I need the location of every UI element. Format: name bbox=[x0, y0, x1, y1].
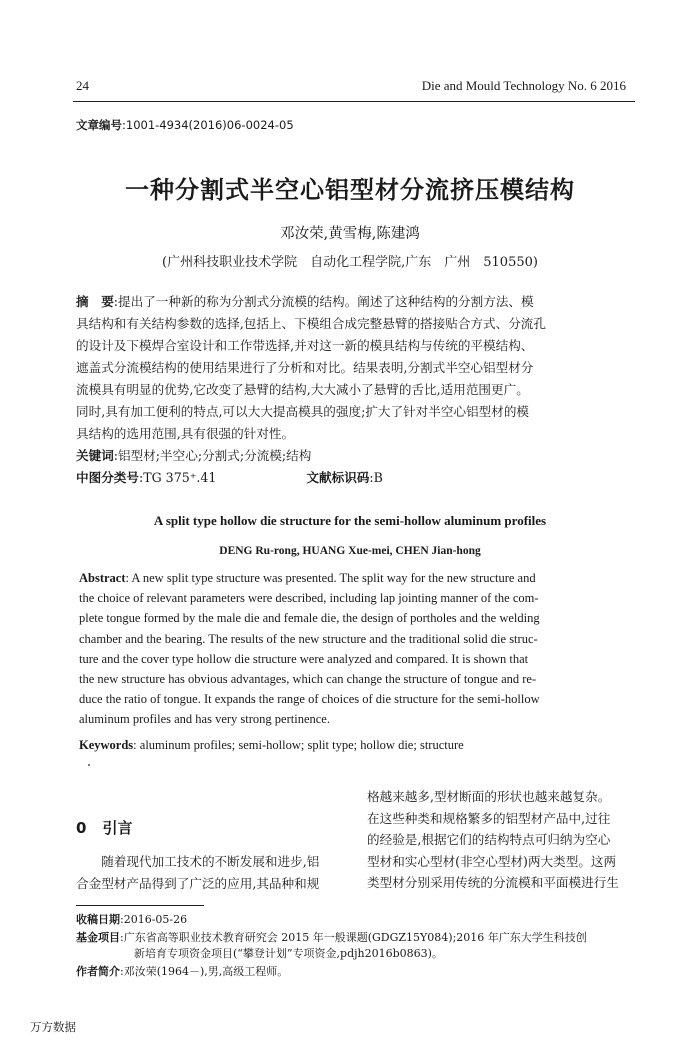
abstract-en-label: Abstract bbox=[79, 571, 126, 585]
fund-project: 基金项目:广东省高等职业技术教育研究会 2015 年一般课题(GDGZ15Y084);2016 年广东大学生科技创 bbox=[76, 931, 587, 944]
body-line: 类型材分别采用传统的分流模和平面模进行生 bbox=[367, 875, 619, 890]
abstract-cn-label: 摘 要 bbox=[76, 294, 114, 309]
body-left-column bbox=[76, 851, 348, 894]
abstract-cn-line: 具结构的选用范围,具有很强的针对性。 bbox=[76, 426, 295, 441]
author-bio: 作者简介:邓汝荣(1964－),男,高级工程师。 bbox=[76, 965, 289, 978]
title-en: A split type hollow die structure for the semi-hollow aluminum profiles bbox=[153, 513, 547, 528]
title-cn: 一种分割式半空心铝型材分流挤压模结构 bbox=[125, 176, 575, 204]
clc-label: 中图分类号 bbox=[76, 470, 139, 485]
abstract-cn-line: 具结构和有关结构参数的选择,包括上、下模组合成完整悬臂的搭接贴合方式、分流孔 bbox=[76, 316, 546, 331]
journal-header: Die and Mould Technology No. 6 2016 bbox=[421, 78, 626, 93]
keywords-cn: 关键词:铝型材;半空心;分割式;分流模;结构 bbox=[76, 448, 312, 463]
abstract-cn-line: 流模具有明显的优势,它改变了悬臂的结构,大大减小了悬臂的舌比,适用范围更广。 bbox=[76, 382, 529, 397]
fund-project-cont: 新培育专项资金项目(“攀登计划”专项资金,pdjh2016b0863)。 bbox=[134, 947, 443, 960]
section-heading: 0 引言 bbox=[76, 819, 133, 837]
watermark: 万方数据 bbox=[30, 1020, 76, 1034]
abstract-cn bbox=[76, 291, 628, 489]
body-line: 格越来越多,型材断面的形状也越来越复杂。 bbox=[367, 789, 611, 804]
abstract-cn-line: 的设计及下模焊合室设计和工作带选择,并对这一新的模具结构与传统的平模结构、 bbox=[76, 338, 534, 353]
doc-code-value: :B bbox=[369, 470, 383, 485]
abstract-cn-line: 遮盖式分流模结构的使用结果进行了分析和对比。结果表明,分割式半空心铝型材分 bbox=[76, 360, 534, 375]
body-line: 型材和实心型材(非空心型材)两大类型。这两 bbox=[367, 853, 617, 869]
received-date: 收稿日期:2016-05-26 bbox=[76, 913, 188, 926]
page-number: 24 bbox=[76, 78, 89, 93]
footnote-rule bbox=[76, 905, 204, 906]
abstract-cn-line: 同时,具有加工便利的特点,可以大大提高模具的强度;扩大了针对半空心铝型材的模 bbox=[76, 404, 530, 419]
body-line: 合金型材产品得到了广泛的应用,其品种和规 bbox=[76, 875, 320, 891]
authors-cn: 邓汝荣,黄雪梅,陈建鸿 bbox=[280, 226, 420, 242]
body-right-column bbox=[367, 786, 639, 894]
body-line: 随着现代加工技术的不断发展和进步,铝 bbox=[76, 854, 320, 869]
header-rule bbox=[73, 101, 635, 102]
doc-code-label: 文献标识码 bbox=[306, 470, 370, 485]
affiliation-cn: (广州科技职业技术学院 自动化工程学院,广东 广州 510550) bbox=[162, 255, 538, 270]
abstract-en: Abstract: A new split type structure was presented. The split way for the new structure and the choice of relevant parameters were described, including lap jointing manner of the com- plete tongue formed by the male die and female die, the design of portholes and the welding chamber and the bearing. The results of the new structure and the traditional solid die struc- ture and the cover type hollow die structure were analyzed and compared. It is shown that the new structure has obvious advantages, which can change the structure of tongue and re- duce the ratio of tongue. It expands the range of choices of die structure for the semi-hollow aluminum profiles and has very strong pertinence. bbox=[79, 571, 540, 727]
clc-value: :TG 375⁺.41 bbox=[138, 470, 217, 485]
keywords-en: Keywords: aluminum profiles; semi-hollow; split type; hollow die; structure bbox=[79, 738, 464, 752]
body-line: 在这些种类和规格繁多的铝型材产品中,过往 bbox=[367, 810, 611, 826]
body-line: 的经验是,根据它们的结构特点可归纳为空心 bbox=[367, 832, 611, 847]
authors-en: DENG Ru-rong, HUANG Xue-mei, CHEN Jian-hong bbox=[219, 545, 481, 557]
speck bbox=[88, 764, 90, 766]
abstract-cn-line: 摘 要:提出了一种新的称为分割式分流模的结构。阐述了这种结构的分割方法、模 bbox=[76, 294, 534, 309]
article-number: 文章编号:1001-4934(2016)06-0024-05 bbox=[76, 118, 294, 132]
classification-line bbox=[76, 467, 628, 489]
